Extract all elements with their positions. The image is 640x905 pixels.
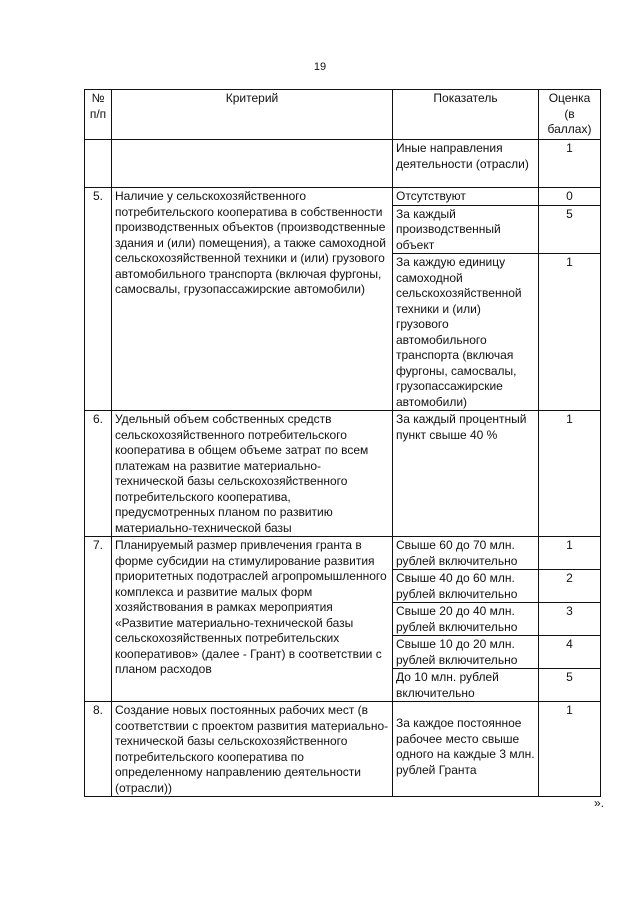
header-criterion: Критерий bbox=[112, 90, 393, 140]
table-row bbox=[85, 702, 601, 797]
criteria-table bbox=[84, 89, 601, 797]
row-indicator: За каждое постоянное рабочее место свыше одного на каждые 3 млн. рублей Гранта bbox=[393, 702, 539, 797]
row-indicator: Свыше 40 до 60 млн. рублей включительно bbox=[393, 570, 539, 603]
row-indicator: До 10 млн. рублей включительно bbox=[393, 669, 539, 702]
row-criterion-cell bbox=[112, 140, 393, 188]
table-row bbox=[85, 411, 601, 537]
row-indicator: За каждый процентный пункт свыше 40 % bbox=[393, 411, 539, 537]
row-num: 7. bbox=[85, 537, 112, 702]
row-criterion: Создание новых постоянных рабочих мест (в соответствии с проектом развития материально-технической базы сельскохозяйственного потребительского кооператива по определенному направлению деятельности (отрасли)) bbox=[112, 702, 393, 797]
row-indicator: За каждый производственный объект bbox=[393, 205, 539, 254]
table-row bbox=[85, 140, 601, 188]
row-indicator: Свыше 20 до 40 млн. рублей включительно bbox=[393, 603, 539, 636]
header-score: Оценка (в баллах) bbox=[539, 90, 601, 140]
row-score: 5 bbox=[539, 205, 601, 254]
row-score: 3 bbox=[539, 603, 601, 636]
table-header-row bbox=[85, 90, 601, 140]
row-score: 2 bbox=[539, 570, 601, 603]
header-indicator: Показатель bbox=[393, 90, 539, 140]
row-num: 5. bbox=[85, 188, 112, 411]
row-criterion: Планируемый размер привлечения гранта в форме субсидии на стимулирование развития приоритетных подотраслей агропромышленного комплекса и развитие малых форм хозяйствования в рамках мероприятия «Развитие материально-технической базы сельскохозяйственных потребительских кооперативов» (далее - Грант) в соответствии с планом расходов bbox=[112, 537, 393, 702]
row-score: 1 bbox=[539, 140, 601, 188]
row-indicator: Свыше 10 до 20 млн. рублей включительно bbox=[393, 636, 539, 669]
row-num: 6. bbox=[85, 411, 112, 537]
page-number: 19 bbox=[313, 61, 327, 73]
row-criterion: Удельный объем собственных средств сельскохозяйственного потребительского кооператива в общем объеме затрат по всем платежам на развитие материально-технической базы сельскохозяйственного потребительского кооператива, предусмотренных планом по развитию материально-технической базы bbox=[112, 411, 393, 537]
table-row bbox=[85, 537, 601, 570]
row-num: 8. bbox=[85, 702, 112, 797]
row-score: 0 bbox=[539, 188, 601, 206]
row-criterion: Наличие у сельскохозяйственного потребительского кооператива в собственности производственных объектов (производственные здания и (или) помещения), а также самоходной сельскохозяйственной техники и (или) грузового автомобильного транспорта (включая фургоны, самосвалы, грузопассажирские автомобили) bbox=[112, 188, 393, 411]
header-num: № п/п bbox=[85, 90, 112, 140]
row-num-cell bbox=[85, 140, 112, 188]
table-row bbox=[85, 188, 601, 206]
row-indicator: Иные направления деятельности (отрасли) bbox=[393, 140, 539, 188]
row-score: 1 bbox=[539, 702, 601, 797]
row-indicator: За каждую единицу самоходной сельскохозяйственной техники и (или) грузового автомобильного транспорта (включая фургоны, самосвалы, грузопассажирские автомобили) bbox=[393, 254, 539, 411]
row-score: 1 bbox=[539, 411, 601, 537]
closing-quote-mark: ». bbox=[594, 796, 605, 810]
row-indicator: Свыше 60 до 70 млн. рублей включительно bbox=[393, 537, 539, 570]
row-score: 4 bbox=[539, 636, 601, 669]
row-score: 1 bbox=[539, 537, 601, 570]
row-score: 5 bbox=[539, 669, 601, 702]
row-score: 1 bbox=[539, 254, 601, 411]
row-indicator: Отсутствуют bbox=[393, 188, 539, 206]
